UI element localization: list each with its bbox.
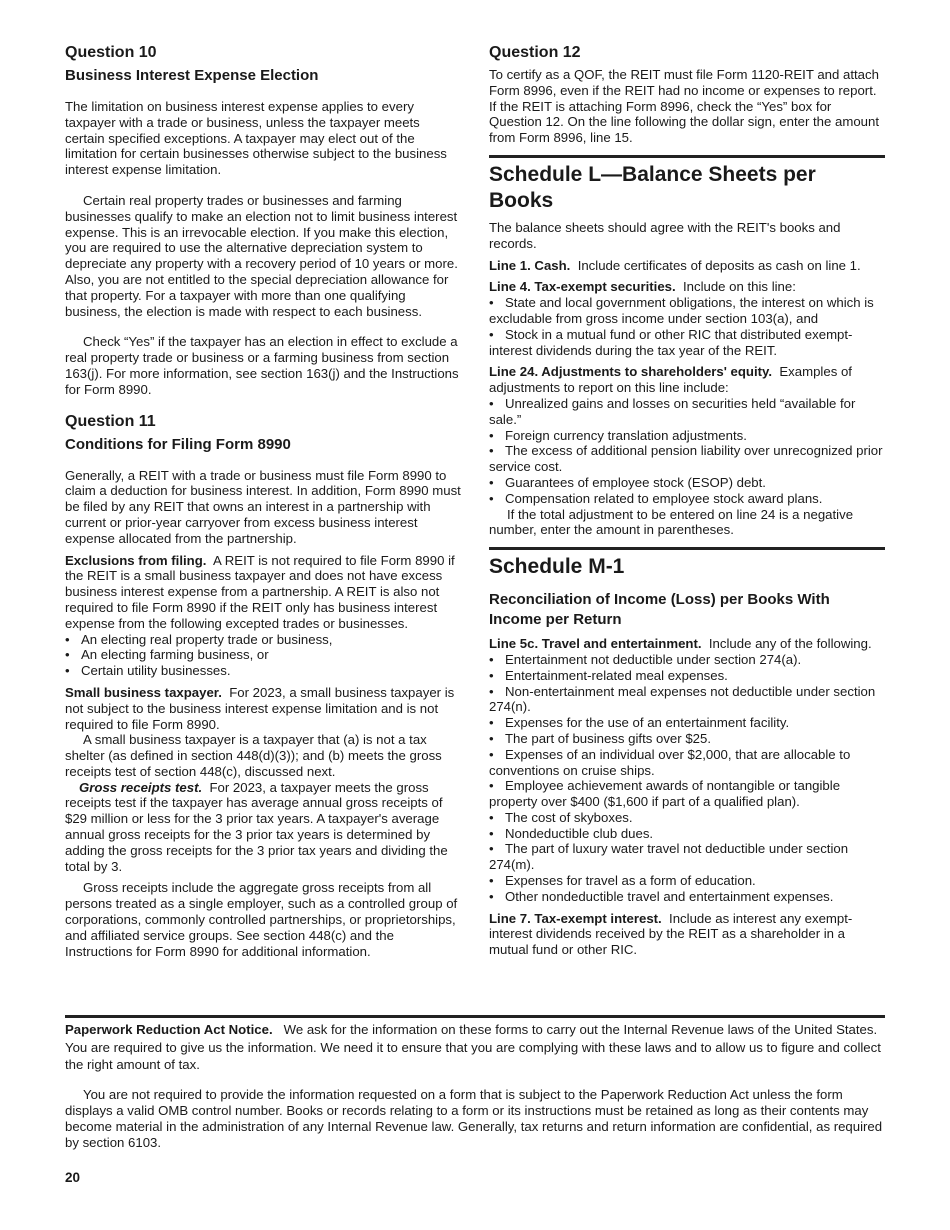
notice-divider bbox=[65, 1015, 885, 1018]
gross-receipts-paragraph bbox=[65, 780, 462, 875]
question-12-paragraph: To certify as a QOF, the REIT must file Form 1120-REIT and attach Form 8996, even if the REIT had no income or expenses to report. If the REIT is attaching Form 8996, check the “Yes” box for Question 12. On the line following the dollar sign, enter the amount from Form 8996, line 15. bbox=[489, 67, 880, 146]
line-5c-text: Include any of the following. bbox=[708, 636, 872, 652]
question-11-subheading: Conditions for Filing Form 8990 bbox=[65, 435, 291, 453]
question-10-paragraph-2: Certain real property trades or businesses and farming businesses qualify to make an election not to limit business interest expense. This is an irrevocable election. If you make this election, you are required to use the alternative depreciation system to depreciate any property with a recovery period of 10 years or more. Also, you are not entitled to the special depreciation allowance for that property. For a taxpayer with more than one qualifying business, the election is made with respect to each business. bbox=[65, 192, 458, 319]
small-business-lead: Small business taxpayer. bbox=[65, 684, 222, 700]
gross-receipts-paragraph-2: Gross receipts include the aggregate gross receipts from all persons treated as a single employer, such as a controlled group of corporations, commonly controlled partnerships, or proprietorships, and affiliated service groups. See section 448(c) and the Instructions for Form 8990 for additional information. bbox=[65, 880, 458, 959]
schedule-m1-subheading: Reconciliation of Income (Loss) per Books With Income per Return bbox=[489, 591, 830, 629]
notice-lead: Paperwork Reduction Act Notice. bbox=[65, 1022, 273, 1037]
notice-paragraph-2: You are not required to provide the information requested on a form that is subject to the Paperwork Reduction Act unless the form displays a valid OMB control number. Books or records relating to a form or its instructions must be retained as long as their contents may become material in the administration of any Internal Revenue law. Generally, tax returns and return information are confidential, as required by section 6103. bbox=[65, 1086, 883, 1150]
list-item: • Unrealized gains and losses on securities held “available for sale.” bbox=[489, 395, 856, 427]
list-item: • The part of luxury water travel not deductible under section 274(m). bbox=[489, 841, 849, 873]
list-item: • An electing real property trade or business, bbox=[65, 631, 333, 647]
list-item: • Non-entertainment meal expenses not deductible under section 274(n). bbox=[489, 683, 876, 715]
exclusions-paragraph bbox=[65, 553, 462, 632]
schedule-l-heading: Schedule L—Balance Sheets per Books bbox=[489, 162, 816, 212]
right-column bbox=[489, 40, 885, 958]
line-1-paragraph bbox=[489, 258, 885, 274]
line-5c-lead: Line 5c. Travel and entertainment. bbox=[489, 636, 702, 652]
exclusions-text: A REIT is not required to file Form 8990 if the REIT is a small business taxpayer and does not have excess business interest expense from a partnership. A REIT is also not required to file Form 8990 if the REIT only has business interest expense from the following excepted trades or businesses. bbox=[65, 552, 455, 631]
line-5c-list bbox=[489, 652, 885, 905]
question-11-heading: Question 11 bbox=[65, 412, 156, 430]
list-item: • Nondeductible club dues. bbox=[489, 825, 654, 841]
list-item: • Compensation related to employee stock award plans. bbox=[489, 490, 823, 506]
page-number: 20 bbox=[65, 1170, 81, 1185]
line-4-lead: Line 4. Tax-exempt securities. bbox=[489, 279, 676, 295]
line-4-text: Include on this line: bbox=[682, 279, 796, 295]
line-24-text: Examples of adjustments to report on this line include: bbox=[489, 364, 852, 396]
list-item: • Expenses of an individual over $2,000, that are allocable to conventions on cruise ships. bbox=[489, 746, 851, 778]
question-10-subheading: Business Interest Expense Election bbox=[65, 67, 319, 84]
list-item: • Expenses for travel as a form of education. bbox=[489, 873, 756, 889]
line-1-lead: Line 1. Cash. bbox=[489, 257, 571, 273]
gross-receipts-lead: Gross receipts test. bbox=[79, 779, 203, 795]
question-12-heading: Question 12 bbox=[489, 44, 581, 61]
line-24-list bbox=[489, 396, 885, 507]
list-item: • The excess of additional pension liability over unrecognized prior service cost. bbox=[489, 443, 883, 475]
exclusions-lead: Exclusions from filing. bbox=[65, 552, 207, 568]
section-divider bbox=[489, 155, 885, 158]
question-10-heading: Question 10 bbox=[65, 44, 157, 61]
list-item: • Certain utility businesses. bbox=[65, 663, 231, 679]
small-business-text: For 2023, a small business taxpayer is not subject to the business interest expense limitation and is not required to file Form 8990. bbox=[65, 684, 455, 732]
line-4-list bbox=[489, 295, 885, 358]
line-1-text: Include certificates of deposits as cash on line 1. bbox=[577, 257, 861, 273]
line-7-text: Include as interest any exempt-interest dividends received by the REIT as a shareholder in a mutual fund or other RIC. bbox=[489, 910, 853, 958]
schedule-m1-heading: Schedule M-1 bbox=[489, 555, 625, 579]
list-item: • Entertainment-related meal expenses. bbox=[489, 667, 728, 683]
question-10-paragraph-3: Check “Yes” if the taxpayer has an election in effect to exclude a real property trade or business or a farming business from section 163(j). For more information, see section 163(j) and the Instructions for Form 8990. bbox=[65, 334, 459, 397]
left-column bbox=[65, 40, 462, 959]
list-item: • Guarantees of employee stock (ESOP) debt. bbox=[489, 474, 766, 490]
list-item: • Entertainment not deductible under section 274(a). bbox=[489, 651, 802, 667]
notice-text: We ask for the information on these forms to carry out the Internal Revenue laws of the United States. You are required to give us the information. We need it to ensure that you are complying with these laws and to allow us to figure and collect the right amount of tax. bbox=[65, 1022, 881, 1072]
list-item: • Other nondeductible travel and entertainment expenses. bbox=[489, 888, 834, 904]
paperwork-notice bbox=[65, 1021, 885, 1151]
small-business-paragraph-2: A small business taxpayer is a taxpayer that (a) is not a tax shelter (as defined in section 448(d)(3)); and (b) meets the gross receipts test of section 448(c), discussed next. bbox=[65, 732, 442, 779]
list-item: • The part of business gifts over $25. bbox=[489, 730, 711, 746]
line-7-paragraph bbox=[489, 911, 885, 958]
list-item: • Foreign currency translation adjustments. bbox=[489, 427, 747, 443]
schedule-l-intro: The balance sheets should agree with the REIT's books and records. bbox=[489, 219, 841, 251]
line-7-lead: Line 7. Tax-exempt interest. bbox=[489, 910, 662, 926]
list-item: • Stock in a mutual fund or other RIC that distributed exempt-interest dividends during the tax year of the REIT. bbox=[489, 326, 853, 358]
line-4-paragraph bbox=[489, 279, 885, 295]
line-5c-paragraph bbox=[489, 636, 885, 652]
list-item: • The cost of skyboxes. bbox=[489, 809, 633, 825]
list-item: • Expenses for the use of an entertainment facility. bbox=[489, 715, 790, 731]
list-item: • An electing farming business, or bbox=[65, 647, 269, 663]
line-24-lead: Line 24. Adjustments to shareholders' equity. bbox=[489, 364, 773, 380]
line-24-note: If the total adjustment to be entered on line 24 is a negative number, enter the amount in parentheses. bbox=[489, 506, 854, 538]
small-business-paragraph bbox=[65, 685, 462, 732]
line-24-paragraph bbox=[489, 364, 885, 396]
notice-paragraph-1 bbox=[65, 1021, 885, 1074]
list-item: • State and local government obligations, the interest on which is excludable from gross income under section 103(a), and bbox=[489, 295, 874, 326]
gross-receipts-text: For 2023, a taxpayer meets the gross receipts test if the taxpayer has average annual gross receipts of $29 million or less for the 3 prior tax years. A taxpayer's average annual gross receipts for the 3 prior tax years is determined by adding the gross receipts for the 3 prior tax years and dividing the total by 3. bbox=[65, 779, 448, 874]
question-11-paragraph-1: Generally, a REIT with a trade or business must file Form 8990 to claim a deduction for business interest. In addition, Form 8990 must be filed by any REIT that owns an interest in a partnership with current or prior-year carryover from excess business interest expense allocated from the partnership. bbox=[65, 467, 461, 546]
question-10-paragraph-1: The limitation on business interest expense applies to every taxpayer with a trade or business, unless the taxpayer meets certain specified exceptions. A taxpayer may elect out of the limitation for certain businesses otherwise subject to the business interest expense limitation. bbox=[65, 99, 447, 178]
exclusions-list bbox=[65, 632, 462, 679]
section-divider bbox=[489, 547, 885, 550]
list-item: • Employee achievement awards of nontangible or tangible property over $400 ($1,600 if part of a qualified plan). bbox=[489, 778, 841, 810]
